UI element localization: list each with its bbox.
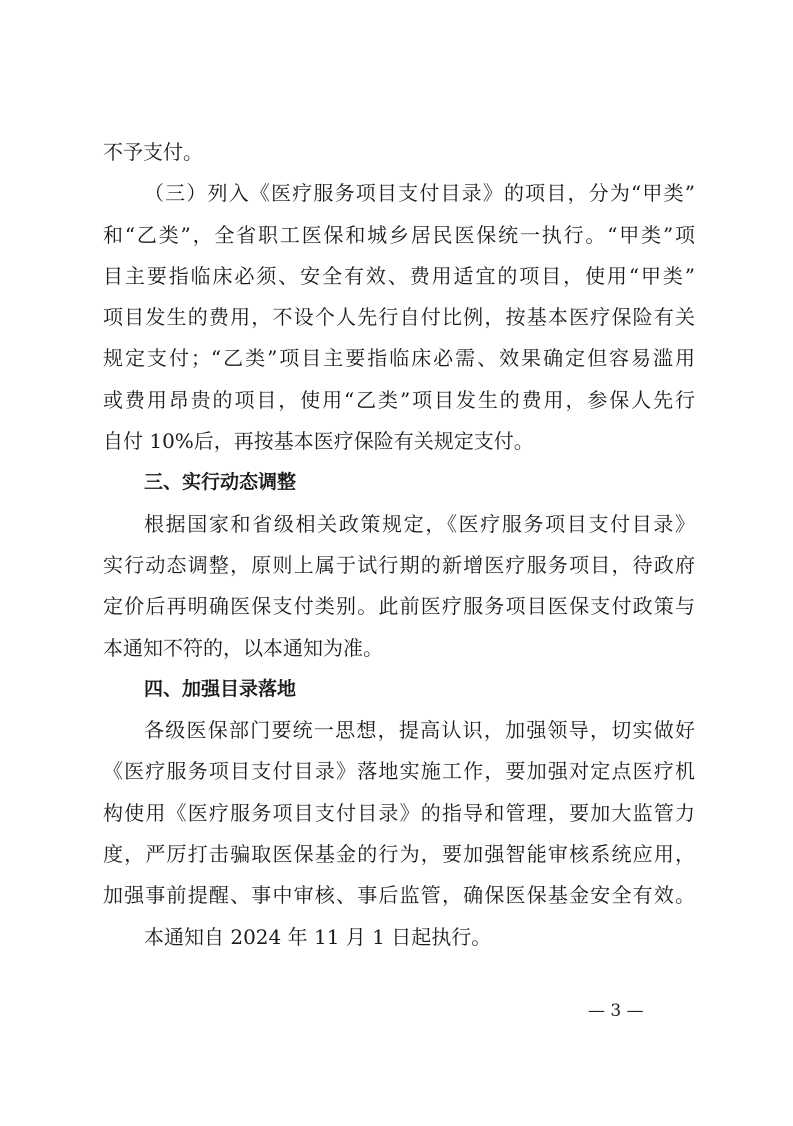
paragraph-line: 定价后再明确医保支付类别。此前医疗服务项目医保支付政策与 [103,594,695,619]
paragraph-line: 或费用昂贵的项目，使用“乙类”项目发生的费用，参保人先行 [103,387,695,412]
paragraph-line: 《医疗服务项目支付目录》落地实施工作，要加强对定点医疗机 [103,759,695,784]
paragraph-line: 不予支付。 [103,140,203,164]
paragraph-line: （三）列入《医疗服务项目支付目录》的项目，分为“甲类” [144,181,695,206]
paragraph-line: 本通知自 2024 年 11 月 1 日起执行。 [144,924,492,949]
document-body [103,132,695,958]
section-heading: 三、实行动态调整 [144,471,297,494]
paragraph-line: 实行动态调整，原则上属于试行期的新增医疗服务项目，待政府 [103,552,695,577]
paragraph-line: 根据国家和省级相关政策规定，《医疗服务项目支付目录》 [144,511,695,536]
paragraph-line: 项目发生的费用，不设个人先行自付比例，按基本医疗保险有关 [103,305,695,330]
paragraph-line: 本通知不符的，以本通知为准。 [103,635,383,660]
paragraph-line: 目主要指临床必须、安全有效、费用适宜的项目，使用“甲类” [103,263,695,288]
paragraph-line: 构使用《医疗服务项目支付目录》的指导和管理，要加大监管力 [103,800,695,825]
page-number: — 3 — [588,1001,644,1021]
paragraph-line: 和“乙类”，全省职工医保和城乡居民医保统一执行。“甲类”项 [103,222,695,247]
paragraph-line: 自付 10%后，再按基本医疗保险有关规定支付。 [103,429,534,454]
section-heading: 四、加强目录落地 [144,677,297,700]
paragraph-line: 各级医保部门要统一思想，提高认识，加强领导，切实做好 [144,718,695,743]
paragraph-line: 规定支付；“乙类”项目主要指临床必需、效果确定但容易滥用 [103,346,695,371]
paragraph-line: 度，严厉打击骗取医保基金的行为，要加强智能审核系统应用， [103,842,695,867]
paragraph-line: 加强事前提醒、事中审核、事后监管，确保医保基金安全有效。 [103,883,695,908]
